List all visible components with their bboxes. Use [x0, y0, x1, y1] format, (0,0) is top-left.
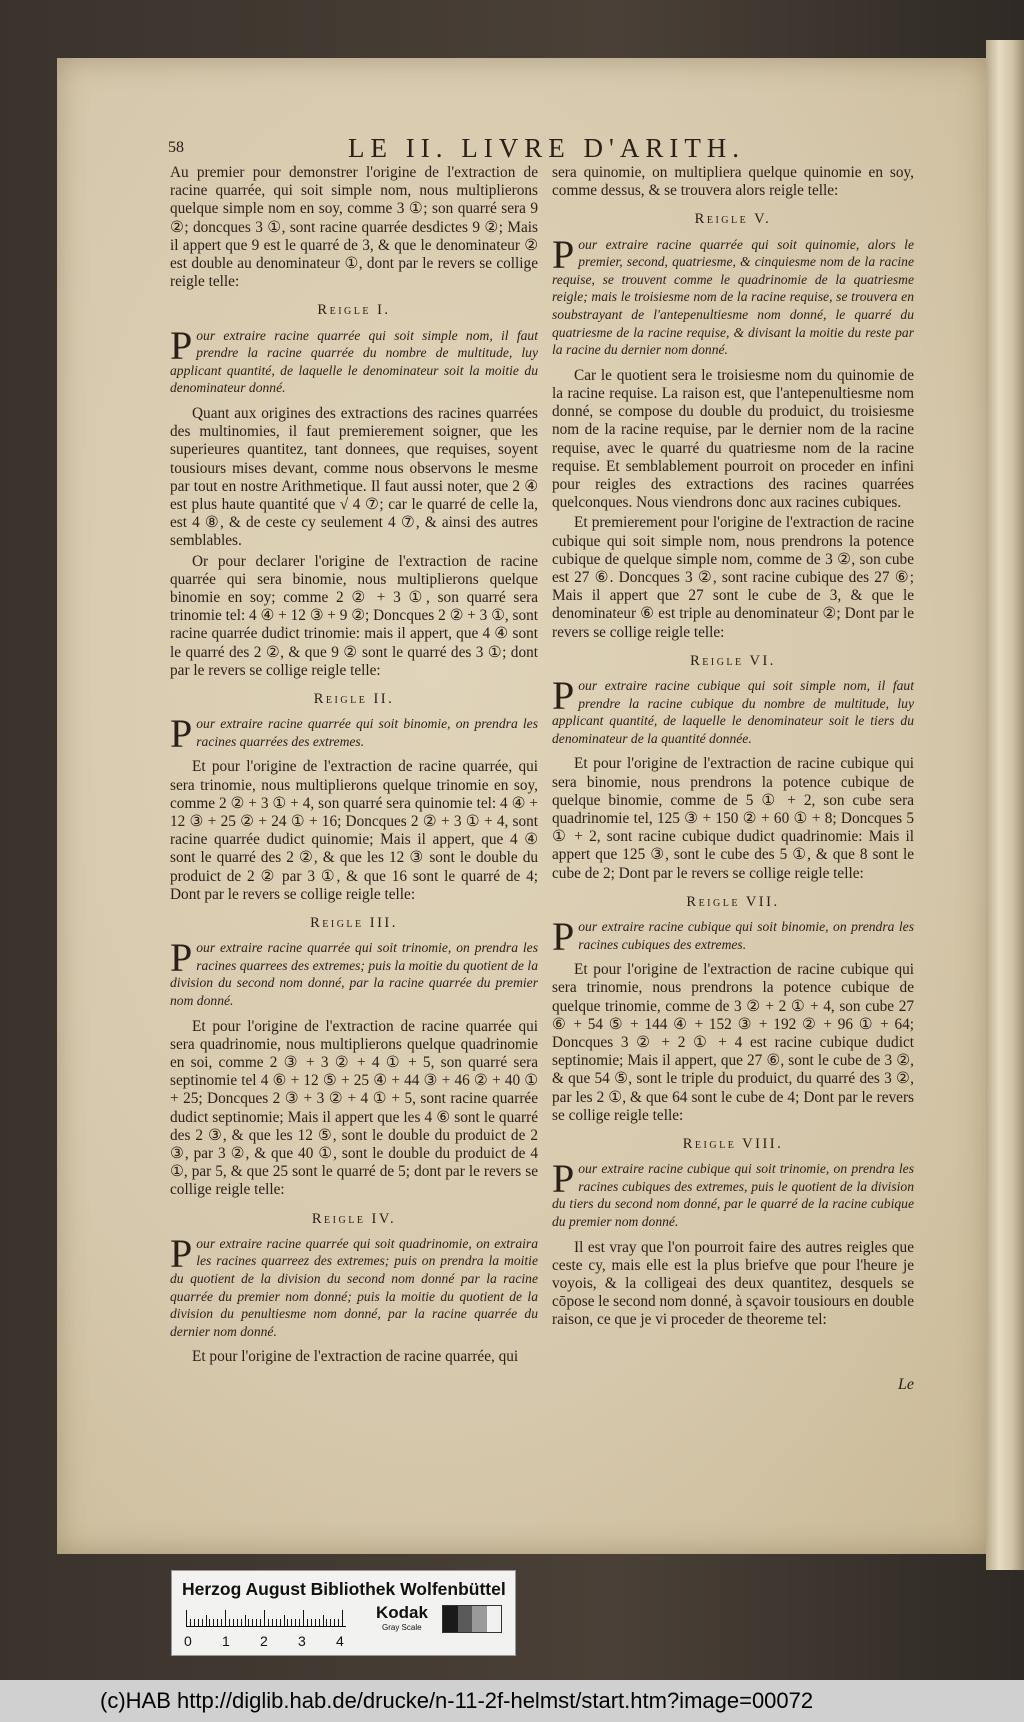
ruler-tick	[276, 1619, 277, 1626]
rule-heading: Reigle VI.	[690, 652, 776, 669]
left-column	[170, 164, 538, 1369]
color-calibration-bar	[171, 1570, 516, 1656]
ruler-label: 2	[260, 1633, 268, 1649]
paragraph: Et pour l'origine de l'extraction de racine quarrée, qui sera trinomie, nous multiplierons quelque trinomie en soy, comme 2 ② + 3 ① + 4, son quarré sera quinomie tel: 4 ④ + 12 ③ + 25 ② + 24 ① + 16; Doncques 2 ② + 3 ① + 4, sont racine quarrée dudict quinomie; Mais il appert, que 4 ④ sont le quarré des 2 ②, & que les 12 ③ sont le double du produict de 2 ② par 3 ①, & que 16 sont le quarré de 4; Dont par le revers se collige reigle telle:	[170, 758, 538, 903]
ruler-tick	[323, 1615, 324, 1626]
ruler-tick	[295, 1619, 296, 1626]
ruler-tick	[213, 1619, 214, 1626]
ruler-tick	[315, 1619, 316, 1626]
ruler-tick	[326, 1619, 327, 1626]
rule-text: Pour extraire racine cubique qui soit simple nom, il faut prendre la racine cubique du nombre de multitude, luy applicant quantité, de laquelle le denominateur soit le tiers du denominateur de la quantité donnée.	[552, 673, 914, 746]
paragraph: Car le quotient sera le troisiesme nom du quinomie de la racine requise. La raison est, que l'antepenultiesme nom donné, se compose du double du produict, du troisiesme nom de la racine requise, par le dernier nom de la racine requise, avec le quarré du quatriesme nom de la racine requise. Et semblablement pourroit on proceder en infini pour reigles des extractions des racines quarrées quelconques. Nous viendrons donc aux racines cubiques.	[552, 366, 914, 512]
scale-ruler	[186, 1609, 346, 1627]
ruler-tick	[217, 1619, 218, 1626]
catchword: Le	[898, 1376, 914, 1393]
ruler-label: 3	[298, 1633, 306, 1649]
ruler-tick	[198, 1619, 199, 1626]
ruler-tick	[190, 1619, 191, 1626]
ruler-tick	[342, 1610, 343, 1626]
rule-text: Pour extraire racine quarrée qui soit trinomie, on prendra les racines quarrees des extremes; puis la moitie du quotient de la division du second nom donné, par la racine quarrée du premier nom donné.	[170, 935, 538, 1009]
ruler-tick	[338, 1619, 339, 1626]
ruler-tick	[194, 1619, 195, 1626]
gray-patch	[472, 1606, 487, 1632]
rule-text: Pour extraire racine cubique qui soit binomie, on prendra les racines cubiques des extremes.	[552, 914, 914, 960]
rule-heading: Reigle V.	[694, 211, 772, 228]
copyright-url: (c)HAB http://diglib.hab.de/drucke/n-11-2f-helmst/start.htm?image=00072	[100, 1688, 814, 1713]
ruler-tick	[268, 1619, 269, 1626]
ruler-tick	[237, 1619, 238, 1626]
paragraph: sera quinomie, on multipliera quelque quinomie en soy, comme dessus, & se trouvera alors reigle telle:	[552, 164, 914, 200]
paragraph: Et premierement pour l'origine de l'extraction de racine cubique qui soit simple nom, nous prendrons la potence cubique de quelque simple nom, comme de 3 ②, son cube est 27 ⑥. Doncques 3 ②, sont racine cubique des 27 ⑥; Mais il appert que 27 sont le cube de 3, & que le denominateur ⑥ est triple au denominateur ②; Dont par le revers se collige reigle telle:	[552, 514, 914, 641]
gray-scale-label: Gray Scale	[382, 1623, 422, 1632]
ruler-tick	[202, 1619, 203, 1626]
rule-text: Pour extraire racine quarrée qui soit binomie, on prendra les racines quarrées des extremes.	[170, 711, 538, 757]
ruler-tick	[245, 1615, 246, 1626]
ruler-label: 1	[222, 1633, 230, 1649]
book-spine-edge	[986, 40, 1024, 1570]
gray-scale-patches	[442, 1605, 502, 1633]
paragraph: Il est vray que l'on pourroit faire des autres reigles que ceste cy, mais elle est la plus briefve que pour l'heure je voyois, & la colligeai des deux quantitez, desquels se cōpose le second nom donné, à sçavoir tousiours en double raison, ce que je vi proceder de theoreme tel:	[552, 1238, 914, 1329]
rule-heading: Reigle IV.	[311, 1210, 397, 1227]
gray-patch	[487, 1606, 502, 1632]
ruler-tick	[256, 1619, 257, 1626]
rule-heading: Reigle VII.	[686, 893, 780, 910]
ruler-tick	[209, 1619, 210, 1626]
paragraph: Or pour declarer l'origine de l'extraction de racine quarrée qui sera binomie, nous multiplierons quelque binomie en soy; comme 2 ② + 3 ①, son quarré sera trinomie tel: 4 ④ + 12 ③ + 9 ②; Doncques 2 ② + 3 ①, sont racine quarrée dudict trinomie: mais il appert, que 4 ④ sont le quarré des 2 ②, & que 9 ② sont le quarré des 3 ①; dont par le revers se collige reigle telle:	[170, 552, 538, 679]
paragraph: Quant aux origines des extractions des racines quarrées des multinomies, il faut premierement soigner, que les superieures quantitez, tant donnees, que requises, soyent tousiours mises devant, comme nous observons le mesme par tout en nostre Arithmetique. Il faut aussi noter, que 2 ④ est plus haute quantité que √ 4 ⑦; car le quarré de celle la, est 4 ⑧, & de ceste cy seulement 4 ⑦, & ainsi des autres semblables.	[170, 405, 538, 550]
ruler-tick	[229, 1619, 230, 1626]
ruler-tick	[330, 1619, 331, 1626]
paragraph: Et pour l'origine de l'extraction de racine quarrée qui sera quadrinomie, nous multiplierons quelque quadrinomie en soi, comme 2 ③ + 3 ② + 4 ① + 5, son quarré sera septinomie tel 4 ⑥ + 12 ⑤ + 25 ④ + 44 ③ + 46 ② + 40 ① + 25; Doncques 2 ③ + 3 ② + 4 ① + 5, sont racine quarrée dudict septinomie; Mais il appert que les 4 ⑥ sont le quarré des 2 ③, & que les 12 ⑤, sont le double du produict de 2 ③, par 3 ②, & que 40 ①, sont le double du produict de 4 ①, par 5, & que 25 sont le quarré de 5; dont par le revers se collige reigle telle:	[170, 1017, 538, 1199]
ruler-tick	[284, 1615, 285, 1626]
ruler-label: 4	[336, 1633, 344, 1649]
ruler-tick	[287, 1619, 288, 1626]
rule-heading: Reigle III.	[310, 915, 398, 932]
library-name: Herzog August Bibliothek Wolfenbüttel	[182, 1579, 506, 1599]
running-head	[168, 133, 746, 165]
ruler-tick	[248, 1619, 249, 1626]
paragraph: Et pour l'origine de l'extraction de racine quarrée, qui	[192, 1348, 519, 1366]
ruler-tick	[264, 1610, 265, 1626]
ruler-tick	[303, 1610, 304, 1626]
right-column	[552, 164, 914, 1332]
rule-text: Pour extraire racine quarrée qui soit quinomie, alors le premier, second, quatriesme, & cinquiesme nom de la racine requise, se trouvent comme le quadrinomie de la quatriesme reigle; mais le troisiesme nom de la racine requise, se trouvera en soubstrayant de l'antepenultiesme nom donné, le quarré du quatriesme de la racine requise, & divisant la moitie du reste par la racine du dernier nom donné.	[552, 231, 914, 358]
paragraph: Et pour l'origine de l'extraction de racine cubique qui sera trinomie, nous prendrons la potence cubique de quelque trinomie, comme de 3 ② + 2 ① + 4, son cube 27 ⑥ + 54 ⑤ + 144 ④ + 152 ③ + 192 ② + 96 ① + 64; Doncques 3 ② + 2 ① + 4 est racine cubique dudict septinomie; Mais il appert, que 27 ⑥, sont le cube de 3 ②, & que 54 ⑤, sont le triple du produict, du quarré des 3 ②, par les 2 ①, & que 64 sont le cube de 4; Dont par le revers se collige reigle telle:	[552, 961, 914, 1124]
rule-heading: Reigle II.	[313, 691, 395, 708]
ruler-tick	[241, 1619, 242, 1626]
paragraph: Et pour l'origine de l'extraction de racine cubique qui sera binomie, nous prendrons la potence cubique de quelque binomie, comme de 5 ① + 2, son cube sera quadrinomie tel, 125 ③ + 150 ② + 60 ① + 8; Doncques 5 ① + 2, sont racine cubique dudict quadrinomie: Mais il appert que 125 ③, sont le cube des 5 ①, & que 8 sont le cube de 2; Dont par le revers se collige reigle telle:	[552, 755, 914, 882]
ruler-tick	[252, 1619, 253, 1626]
running-title: LE II. LIVRE D'ARITH.	[348, 133, 746, 163]
ruler-labels	[184, 1633, 354, 1649]
ruler-tick	[319, 1619, 320, 1626]
page-number: 58	[168, 139, 184, 156]
ruler-tick	[299, 1619, 300, 1626]
ruler-tick	[186, 1610, 187, 1626]
kodak-logo: Kodak	[376, 1603, 428, 1622]
ruler-tick	[221, 1619, 222, 1626]
ruler-tick	[291, 1619, 292, 1626]
ruler-tick	[334, 1619, 335, 1626]
paragraph: Au premier pour demonstrer l'origine de l'extraction de racine quarrée, qui soit simple nom, nous multiplierons quelque simple nom en soy, comme 3 ①; son quarré sera 9 ②; doncques 3 ①, sont racine quarrée desdictes 9 ②; Mais il appert que 9 est le quarré de 3, & que le denominateur ② est double au denominateur ①, dont par le revers se collige reigle telle:	[170, 164, 538, 291]
rule-heading: Reigle VIII.	[682, 1136, 784, 1153]
ruler-tick	[307, 1619, 308, 1626]
rule-text: Pour extraire racine quarrée qui soit quadrinomie, on extraira les racines quarreez des extremes; puis on prendra la moitie du quotient de la division du second nom donné par la racine quarrée du premier nom donné; puis la moitie du quotient de la division du penultiesme nom donné, par la racine quarrée du dernier nom donné.	[170, 1230, 538, 1339]
ruler-label: 0	[184, 1633, 192, 1649]
rule-text: Pour extraire racine cubique qui soit trinomie, on prendra les racines cubiques des extremes, puis le quotient de la division du tiers du second nom donné, par le quarré de la racine cubique du premier nom donné.	[552, 1156, 914, 1230]
ruler-tick	[272, 1619, 273, 1626]
footer-bar	[0, 1680, 1024, 1722]
ruler-tick	[225, 1610, 226, 1626]
ruler-tick	[280, 1619, 281, 1626]
ruler-tick	[233, 1619, 234, 1626]
rule-heading: Reigle I.	[317, 302, 391, 319]
gray-patch	[443, 1606, 458, 1632]
ruler-tick	[260, 1619, 261, 1626]
ruler-tick	[311, 1619, 312, 1626]
rule-text: Pour extraire racine quarrée qui soit simple nom, il faut prendre la racine quarrée du nombre de multitude, luy applicant quantité, de laquelle le denominateur soit la moitie du denominateur donné.	[170, 322, 538, 396]
ruler-tick	[206, 1615, 207, 1626]
gray-patch	[458, 1606, 473, 1632]
